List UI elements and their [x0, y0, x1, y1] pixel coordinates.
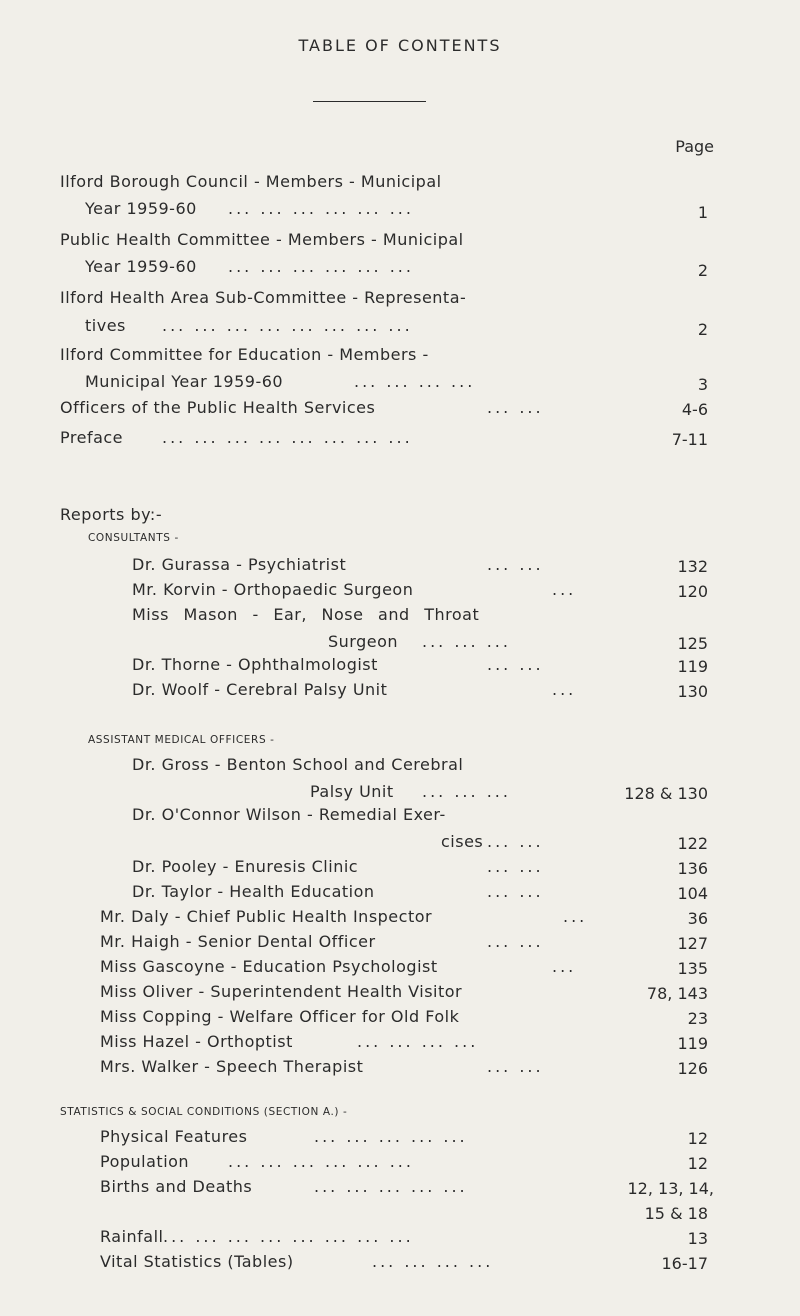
- toc-entry-line: Ilford Health Area Sub-Committee - Representa-: [60, 288, 467, 307]
- leader-dots: ...: [563, 907, 588, 926]
- leader-dots: ...: [552, 580, 577, 599]
- section-heading-assistant-medical-officers: ASSISTANT MEDICAL OFFICERS -: [88, 734, 275, 746]
- toc-entry-line: cises: [441, 832, 484, 851]
- toc-page-number: 16-17: [661, 1254, 708, 1273]
- leader-dots: ... ... ...: [422, 782, 511, 801]
- toc-page-number: 15 & 18: [644, 1204, 708, 1223]
- toc-entry-line: Mr. Korvin - Orthopaedic Surgeon: [132, 580, 414, 599]
- toc-page-number: 120: [677, 582, 708, 601]
- toc-entry-line: Year 1959-60: [85, 199, 197, 218]
- toc-entry-line: Officers of the Public Health Services: [60, 398, 376, 417]
- toc-page-number: 12: [687, 1154, 708, 1173]
- leader-dots: ... ...: [487, 932, 544, 951]
- toc-entry-line: Rainfall: [100, 1227, 164, 1246]
- toc-entry-line: Mr. Daly - Chief Public Health Inspector: [100, 907, 433, 926]
- toc-page-number: 7-11: [671, 430, 708, 449]
- toc-entry-line: Dr. Taylor - Health Education: [132, 882, 375, 901]
- section-heading-consultants: CONSULTANTS -: [88, 532, 179, 544]
- toc-entry-line: Preface: [60, 428, 124, 447]
- toc-page-number: 104: [677, 884, 708, 903]
- toc-entry-line: Miss Copping - Welfare Officer for Old Folk: [100, 1007, 460, 1026]
- toc-entry-line: Dr. Woolf - Cerebral Palsy Unit: [132, 680, 388, 699]
- toc-entry-line: Miss Mason - Ear, Nose and Throat: [132, 605, 480, 624]
- toc-entry-line: tives: [85, 316, 126, 335]
- toc-page-number: 125: [677, 634, 708, 653]
- toc-entry-line: Palsy Unit: [310, 782, 394, 801]
- toc-entry-line: Mrs. Walker - Speech Therapist: [100, 1057, 364, 1076]
- leader-dots: ... ... ... ...: [354, 372, 476, 391]
- toc-entry-line: Mr. Haigh - Senior Dental Officer: [100, 932, 376, 951]
- toc-page-number: 4-6: [681, 400, 708, 419]
- toc-page-number: 130: [677, 682, 708, 701]
- title-rule: [313, 101, 426, 102]
- leader-dots: ... ... ...: [422, 632, 511, 651]
- toc-entry-line: Dr. Gurassa - Psychiatrist: [132, 555, 347, 574]
- leader-dots: ...: [552, 957, 577, 976]
- leader-dots: ... ...: [487, 857, 544, 876]
- leader-dots: ... ... ... ... ...: [314, 1177, 468, 1196]
- toc-page-number: 119: [677, 1034, 708, 1053]
- toc-page-number: 136: [677, 859, 708, 878]
- toc-page-number: 119: [677, 657, 708, 676]
- leader-dots: ...: [552, 680, 577, 699]
- toc-entry-line: Dr. Gross - Benton School and Cerebral: [132, 755, 464, 774]
- leader-dots: ... ... ... ... ... ... ... ...: [163, 1227, 414, 1246]
- page-title: TABLE OF CONTENTS: [298, 36, 502, 55]
- toc-page-number: 23: [687, 1009, 708, 1028]
- leader-dots: ... ...: [487, 1057, 544, 1076]
- toc-entry-line: Physical Features: [100, 1127, 248, 1146]
- toc-page-number: 12: [687, 1129, 708, 1148]
- toc-page-number: 3: [697, 375, 708, 394]
- toc-entry-line: Miss Gascoyne - Education Psychologist: [100, 957, 438, 976]
- toc-page-number: 36: [687, 909, 708, 928]
- toc-entry-line: Miss Hazel - Orthoptist: [100, 1032, 293, 1051]
- toc-page-number: 1: [697, 203, 708, 222]
- leader-dots: ... ...: [487, 655, 544, 674]
- toc-entry-line: Miss Oliver - Superintendent Health Visitor: [100, 982, 463, 1001]
- section-heading-statistics: STATISTICS & SOCIAL CONDITIONS (SECTION A.) -: [60, 1106, 348, 1118]
- toc-entry-line: Dr. Thorne - Ophthalmologist: [132, 655, 378, 674]
- toc-page-number: 122: [677, 834, 708, 853]
- toc-entry-line: Births and Deaths: [100, 1177, 253, 1196]
- page-column-header: Page: [675, 137, 714, 156]
- toc-entry-line: Ilford Borough Council - Members - Municipal: [60, 172, 442, 191]
- toc-entry-line: Population: [100, 1152, 190, 1171]
- toc-entry-line: Municipal Year 1959-60: [85, 372, 284, 391]
- leader-dots: ... ...: [487, 555, 544, 574]
- toc-entry-line: Vital Statistics (Tables): [100, 1252, 294, 1271]
- toc-entry-line: Public Health Committee - Members - Municipal: [60, 230, 464, 249]
- toc-entry-line: Ilford Committee for Education - Members -: [60, 345, 429, 364]
- toc-entry-line: Year 1959-60: [85, 257, 197, 276]
- toc-page-number: 2: [697, 261, 708, 280]
- leader-dots: ... ... ... ... ...: [314, 1127, 468, 1146]
- leader-dots: ... ...: [487, 398, 544, 417]
- leader-dots: ... ... ... ... ... ...: [228, 1152, 414, 1171]
- toc-page-number: 13: [687, 1229, 708, 1248]
- reports-heading: Reports by:-: [60, 505, 163, 524]
- toc-page-number: 78, 143: [646, 984, 708, 1003]
- toc-entry-line: Surgeon: [328, 632, 399, 651]
- leader-dots: ... ... ... ...: [357, 1032, 479, 1051]
- leader-dots: ... ... ... ... ... ...: [228, 257, 414, 276]
- toc-entry-line: Dr. O'Connor Wilson - Remedial Exer-: [132, 805, 446, 824]
- toc-entry-line: Dr. Pooley - Enuresis Clinic: [132, 857, 359, 876]
- leader-dots: ... ...: [487, 882, 544, 901]
- leader-dots: ... ... ... ... ... ...: [228, 199, 414, 218]
- toc-page-number: 2: [697, 320, 708, 339]
- leader-dots: ... ... ... ... ... ... ... ...: [162, 316, 413, 335]
- toc-page-number: 12, 13, 14,: [627, 1179, 714, 1198]
- toc-page-number: 128 & 130: [624, 784, 708, 803]
- toc-page-number: 127: [677, 934, 708, 953]
- leader-dots: ... ...: [487, 832, 544, 851]
- leader-dots: ... ... ... ... ... ... ... ...: [162, 428, 413, 447]
- toc-page-number: 135: [677, 959, 708, 978]
- toc-page-number: 126: [677, 1059, 708, 1078]
- leader-dots: ... ... ... ...: [372, 1252, 494, 1271]
- toc-page-number: 132: [677, 557, 708, 576]
